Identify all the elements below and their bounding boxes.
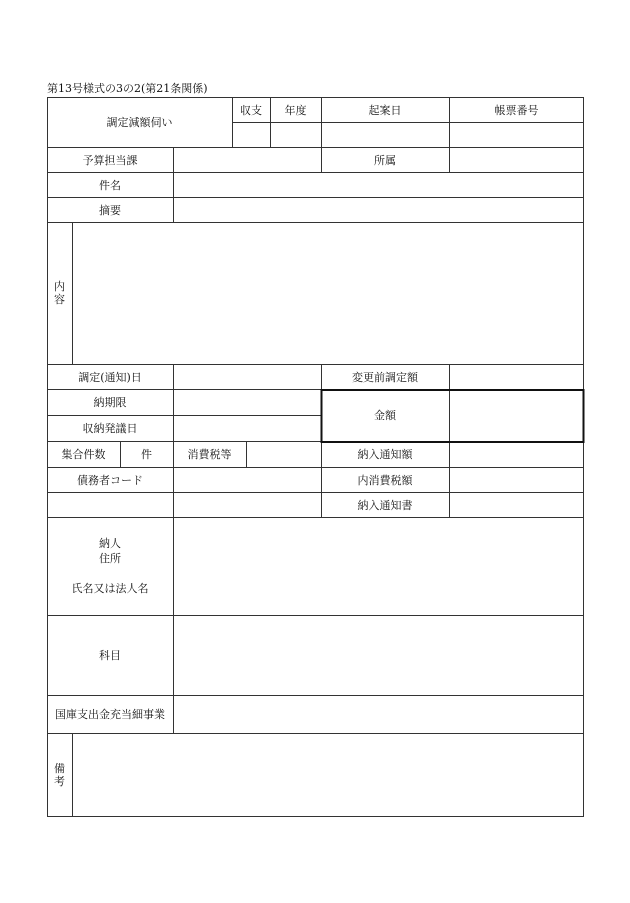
- label-nonyu-tsuchi-sho: 納入通知書: [357, 498, 413, 512]
- biko-field[interactable]: [72, 733, 584, 816]
- nendo-field[interactable]: [270, 122, 321, 147]
- uchi-shohizei-gaku-field[interactable]: [449, 467, 584, 492]
- form-caption: 第13号様式の3の2(第21条関係): [47, 82, 208, 95]
- henko-mae-chotei-gaku-field[interactable]: [449, 364, 584, 389]
- label-yosan-tanto-ka: 予算担当課: [82, 153, 138, 167]
- shuno-hatsugi-bi-field[interactable]: [173, 415, 321, 441]
- header-nendo: 年度: [284, 103, 307, 117]
- label-nonyu-tsuchi-gaku: 納入通知額: [357, 448, 413, 461]
- label-biko-char-2: 考: [54, 774, 65, 788]
- label-uchi-shohizei-gaku: 内消費税額: [357, 473, 413, 487]
- naiyo-field[interactable]: [72, 222, 584, 364]
- label-henko-mae-chotei-gaku: 変更前調定額: [352, 370, 418, 384]
- label-biko-char-1: 備: [54, 761, 65, 775]
- shugo-kensu-field[interactable]: [120, 441, 173, 467]
- kingaku-field[interactable]: [449, 389, 584, 441]
- label-shohizei-to: 消費税等: [187, 448, 232, 461]
- nonyu-tsuchi-sho-field[interactable]: [449, 492, 584, 517]
- label-saimusha-code: 債務者コード: [77, 473, 143, 487]
- shushi-field[interactable]: [232, 122, 270, 147]
- nonin-field[interactable]: [173, 517, 584, 615]
- label-biko: [47, 733, 72, 816]
- label-chotei-tsuchi-bi: 調定(通知)日: [78, 370, 142, 384]
- saimusha-code-field[interactable]: [173, 467, 321, 492]
- label-shimei: 氏名又は法人名: [71, 582, 149, 595]
- label-noki-gen: 納期限: [93, 396, 127, 409]
- label-kingaku: 金額: [374, 409, 396, 422]
- header-kian-bi: 起案日: [368, 103, 402, 117]
- label-shuno-hatsugi-bi: 収納発議日: [82, 422, 138, 435]
- tekiyo-field[interactable]: [173, 197, 584, 222]
- label-naiyo: [47, 222, 72, 364]
- label-nonin: 納人: [99, 537, 121, 550]
- label-kokko-shishutsukin: 国庫支出金充当細事業: [55, 708, 165, 721]
- kamoku-field[interactable]: [173, 615, 584, 695]
- kokko-shishutsukin-field[interactable]: [173, 695, 584, 733]
- kenmei-field[interactable]: [173, 172, 584, 197]
- yosan-tanto-ka-field[interactable]: [173, 147, 321, 172]
- label-jusho: 住所: [99, 552, 121, 565]
- nonyu-tsuchi-gaku-field[interactable]: [449, 441, 584, 467]
- shozoku-field[interactable]: [449, 147, 584, 172]
- label-naiyo-char-1: 内: [54, 280, 65, 293]
- form-title: 調定減額伺い: [106, 116, 173, 129]
- label-naiyo-char-2: 容: [54, 293, 65, 306]
- kian-bi-field[interactable]: [321, 122, 449, 147]
- noki-gen-field[interactable]: [173, 389, 321, 415]
- label-shugo-kensu: 集合件数: [61, 448, 106, 461]
- label-kamoku: 科目: [99, 649, 121, 662]
- label-nonin-block: [47, 517, 173, 615]
- chohyo-bango-field[interactable]: [449, 122, 584, 147]
- label-tekiyo: 摘要: [99, 203, 121, 217]
- chotei-tsuchi-bi-field[interactable]: [173, 364, 321, 389]
- label-kenmei: 件名: [99, 178, 121, 192]
- label-shozoku: 所属: [374, 153, 396, 167]
- shohizei-to-field[interactable]: [246, 441, 321, 467]
- unit-ken: 件: [141, 448, 152, 461]
- header-chohyo-bango: 帳票番号: [494, 103, 539, 117]
- header-shushi: 収支: [240, 103, 262, 117]
